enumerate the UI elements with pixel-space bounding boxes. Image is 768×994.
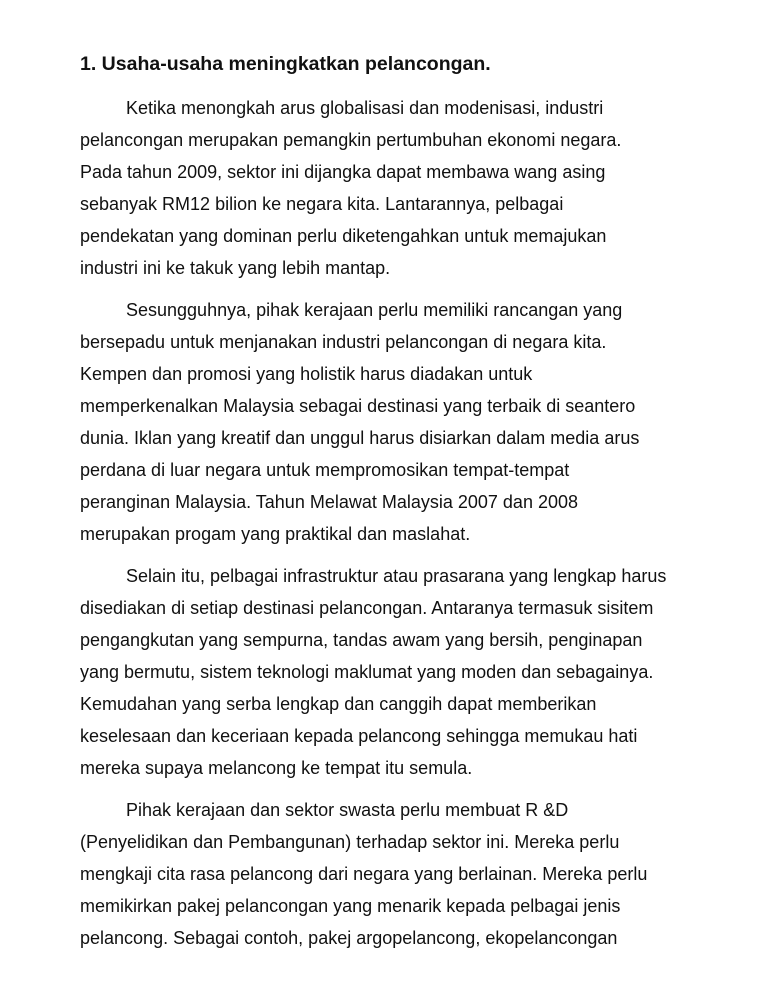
text-line: mengkaji cita rasa pelancong dari negara yang berlainan. Mereka perlu (80, 864, 648, 884)
text-line: keselesaan dan keceriaan kepada pelancong sehingga memukau hati (80, 726, 638, 746)
text-line: bersepadu untuk menjanakan industri pelancongan di negara kita. (80, 332, 607, 352)
text-line: Sesungguhnya, pihak kerajaan perlu memiliki rancangan yang (126, 300, 623, 320)
text-line: Selain itu, pelbagai infrastruktur atau prasarana yang lengkap harus (126, 566, 667, 586)
paragraph-4 (80, 794, 730, 954)
text-line: merupakan progam yang praktikal dan maslahat. (80, 524, 471, 544)
text-line: pengangkutan yang sempurna, tandas awam yang bersih, penginapan (80, 630, 643, 650)
text-line: peranginan Malaysia. Tahun Melawat Malaysia 2007 dan 2008 (80, 492, 578, 512)
text-line: yang bermutu, sistem teknologi maklumat yang moden dan sebagainya. (80, 662, 654, 682)
text-line: perdana di luar negara untuk mempromosikan tempat-tempat (80, 460, 570, 480)
text-line: disediakan di setiap destinasi pelancongan. Antaranya termasuk sisitem (80, 598, 654, 618)
text-line: sebanyak RM12 bilion ke negara kita. Lantarannya, pelbagai (80, 194, 564, 214)
document-title: 1. Usaha-usaha meningkatkan pelancongan. (80, 53, 491, 75)
text-line: (Penyelidikan dan Pembangunan) terhadap sektor ini. Mereka perlu (80, 832, 620, 852)
text-line: memperkenalkan Malaysia sebagai destinasi yang terbaik di seantero (80, 396, 636, 416)
paragraph-1 (80, 92, 730, 284)
text-line: Pihak kerajaan dan sektor swasta perlu membuat R &D (126, 800, 569, 820)
text-line: Kemudahan yang serba lengkap dan canggih dapat memberikan (80, 694, 597, 714)
paragraph-3 (80, 560, 730, 784)
text-line: pelancongan merupakan pemangkin pertumbuhan ekonomi negara. (80, 130, 622, 150)
text-line: industri ini ke takuk yang lebih mantap. (80, 258, 391, 278)
text-line: pelancong. Sebagai contoh, pakej argopelancong, ekopelancongan (80, 928, 618, 948)
text-line: dunia. Iklan yang kreatif dan unggul harus disiarkan dalam media arus (80, 428, 640, 448)
text-line: Ketika menongkah arus globalisasi dan modenisasi, industri (126, 98, 604, 118)
paragraph-2 (80, 294, 730, 550)
text-line: mereka supaya melancong ke tempat itu semula. (80, 758, 473, 778)
text-line: pendekatan yang dominan perlu diketengahkan untuk memajukan (80, 226, 607, 246)
text-line: Pada tahun 2009, sektor ini dijangka dapat membawa wang asing (80, 162, 606, 182)
text-line: Kempen dan promosi yang holistik harus diadakan untuk (80, 364, 533, 384)
text-line: memikirkan pakej pelancongan yang menarik kepada pelbagai jenis (80, 896, 621, 916)
